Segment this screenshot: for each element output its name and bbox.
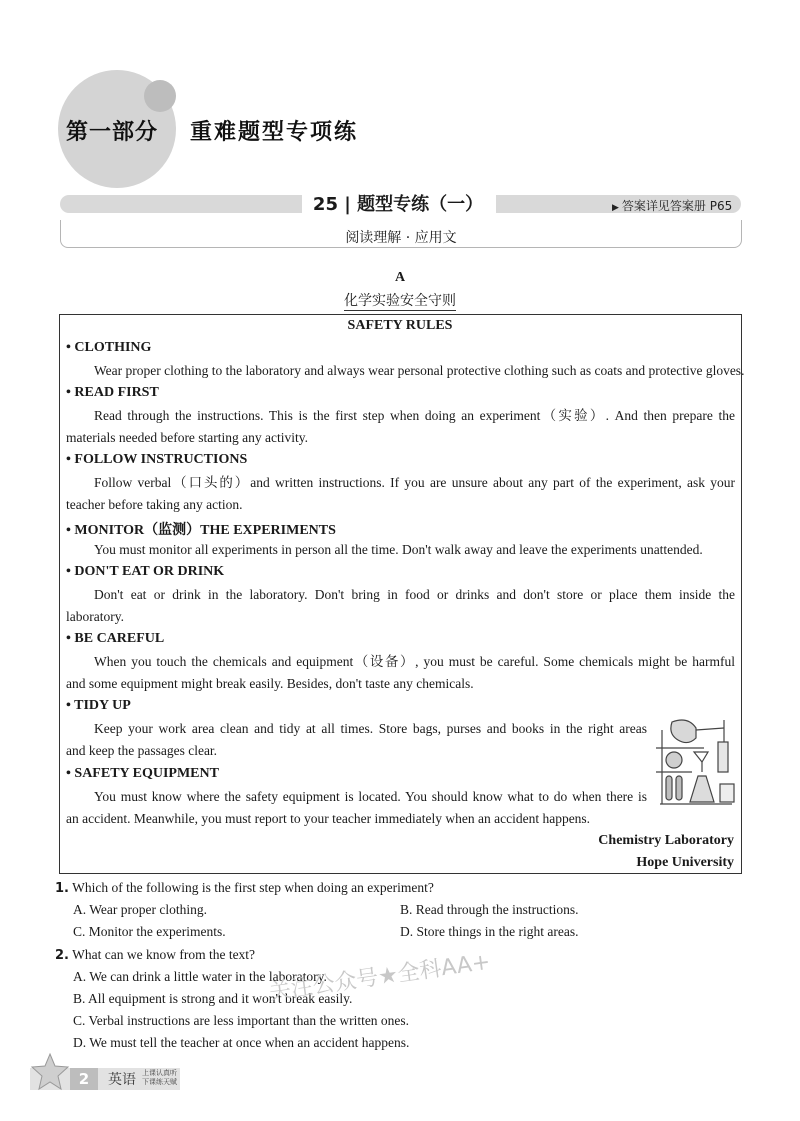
option[interactable]: C. Verbal instructions are less important than the written ones.: [73, 1013, 410, 1028]
signature-university: Hope University: [636, 855, 734, 870]
rule-text: and some equipment might break easily. Besides, don't taste any chemicals.: [66, 676, 474, 691]
rule-text: materials needed before starting any activity.: [66, 430, 309, 445]
rule-text: When you touch the chemicals and equipment（设备）, you must be careful. Some chemicals might be harmful: [94, 654, 735, 669]
part-title: 重难题型专项练: [190, 120, 359, 145]
option[interactable]: B. Read through the instructions.: [400, 902, 579, 917]
rule-text: You must monitor all experiments in person all the time. Don't walk away and leave the experiments unattended.: [94, 542, 703, 557]
watermark: 关注公众号★全科AA+: [267, 949, 492, 1006]
rule-text: Don't eat or drink in the laboratory. Don't bring in food or drinks and don't store or place them inside the: [94, 587, 735, 602]
question-2: [55, 947, 255, 963]
rule-heading: • SAFETY EQUIPMENT: [66, 766, 219, 781]
question-number: 2.: [55, 948, 69, 963]
option[interactable]: B. All equipment is strong and it won't break easily.: [73, 991, 353, 1006]
page-number: 2: [70, 1068, 98, 1090]
rule-text: Read through the instructions. This is the first step when doing an experiment（实验）. And then prepare the: [94, 408, 735, 423]
footer-tagline: [142, 1069, 177, 1087]
header-dot-decoration: [144, 80, 176, 112]
rule-text: and keep the passages clear.: [66, 743, 218, 758]
rule-text: Wear proper clothing to the laboratory and always wear personal protective clothing such as coats and protective gloves.: [94, 363, 745, 378]
question-1: [55, 880, 434, 896]
rule-heading: • CLOTHING: [66, 340, 152, 355]
rule-text: an accident. Meanwhile, you must report to your teacher immediately when an accident happens.: [66, 811, 591, 826]
rule-heading: • MONITOR（监测）THE EXPERIMENTS: [66, 523, 336, 538]
rule-heading: • FOLLOW INSTRUCTIONS: [66, 452, 248, 467]
question-number: 1.: [55, 881, 69, 896]
footer-tagline-line: 下课练天赋: [142, 1078, 177, 1086]
title-bar-left: [60, 195, 302, 213]
rule-heading: • READ FIRST: [66, 385, 159, 400]
rule-text: laboratory.: [66, 609, 124, 624]
answer-reference-text: 答案详见答案册 P65: [621, 199, 733, 213]
section-cn-title: [0, 290, 800, 310]
lab-equipment-icon: [652, 716, 738, 808]
question-text: Which of the following is the first step when doing an experiment?: [72, 880, 434, 895]
option[interactable]: D. We must tell the teacher at once when an accident happens.: [73, 1035, 410, 1050]
unit-title: 25 | 题型专练（一）: [312, 194, 484, 215]
subtitle: 阅读理解 · 应用文: [345, 230, 457, 246]
rule-text: teacher before taking any action.: [66, 497, 243, 512]
rule-text: Follow verbal（口头的）and written instructions. If you are unsure about any part of the experiment, ask your: [94, 475, 735, 490]
rule-text: Keep your work area clean and tidy at all times. Store bags, purses and books in the right areas: [94, 721, 647, 736]
footer-subject: 英语: [108, 1072, 136, 1088]
option[interactable]: D. Store things in the right areas.: [400, 924, 579, 939]
triangle-icon: ▶: [612, 203, 619, 213]
option[interactable]: A. We can drink a little water in the laboratory.: [73, 969, 327, 984]
option[interactable]: C. Monitor the experiments.: [73, 924, 226, 939]
rule-heading: • DON'T EAT OR DRINK: [66, 564, 225, 579]
footer-tagline-line: 上课认真听: [142, 1069, 177, 1077]
option[interactable]: A. Wear proper clothing.: [73, 902, 207, 917]
question-text: What can we know from the text?: [72, 947, 256, 962]
answer-reference: [612, 197, 732, 214]
passage-title: SAFETY RULES: [347, 318, 453, 333]
section-cn-title-text: 化学实验安全守则: [344, 293, 456, 309]
rule-heading: • TIDY UP: [66, 698, 131, 713]
rule-text: You must know where the safety equipment is located. You should know what to do when there is: [94, 789, 647, 804]
rule-heading: • BE CAREFUL: [66, 631, 165, 646]
section-letter: A: [394, 270, 406, 285]
part-label: 第一部分: [66, 120, 159, 145]
star-badge-icon: [30, 1052, 70, 1092]
signature-lab: Chemistry Laboratory: [598, 833, 734, 848]
